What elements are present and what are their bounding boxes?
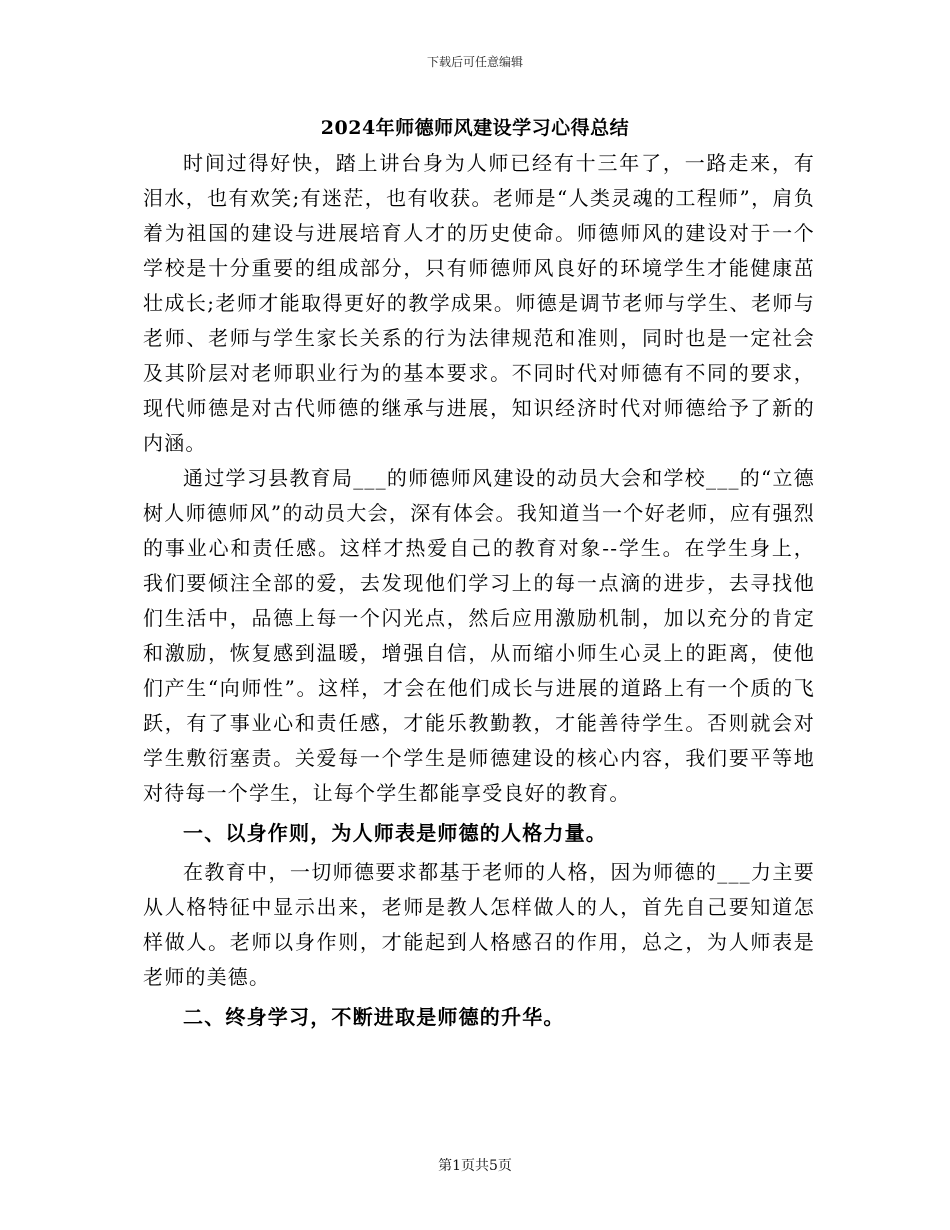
paragraph: 通过学习县教育局___的师德师风建设的动员大会和学校___的“立德树人师德师风”的动员大会，深有体会。我知道当一个好老师，应有强烈的事业心和责任感。这样才热爱自己的教育对象--学生。在学生身上，我们要倾注全部的爱，去发现他们学习上的每一点滴的进步，去寻找他们生活中，品德上每一个闪光点，然后应用激励机制，加以充分的肯定和激励，恢复感到温暖，增强自信，从而缩小师生心灵上的距离，使他们产生“向师性”。这样，才会在他们成长与进展的道路上有一个质的飞跃，有了事业心和责任感，才能乐教勤教，才能善待学生。否则就会对学生敷衍塞责。关爱每一个学生是师德建设的核心内容，我们要平等地对待每一个学生，让每个学生都能享受良好的教育。 <box>143 466 815 805</box>
header-note: 下载后可任意编辑 <box>426 55 523 69</box>
document-body <box>143 146 815 1039</box>
page-number: 第1页共5页 <box>438 1158 512 1174</box>
section-heading: 二、终身学习，不断进取是师德的升华。 <box>183 1005 565 1029</box>
paragraph: 在教育中，一切师德要求都基于老师的人格，因为师德的___力主要从人格特征中显示出来，老师是教人怎样做人的人，首先自己要知道怎样做人。老师以身作则，才能起到人格感召的作用，总之，为人师表是老师的美德。 <box>143 860 815 989</box>
section-heading: 一、以身作则，为人师表是师德的人格力量。 <box>183 821 607 845</box>
document-title: 2024年师德师风建设学习心得总结 <box>320 117 630 139</box>
paragraph: 时间过得好快，踏上讲台身为人师已经有十三年了，一路走来，有泪水，也有欢笑;有迷茫，也有收获。老师是“人类灵魂的工程师”，肩负着为祖国的建设与进展培育人才的历史使命。师德师风的建设对于一个学校是十分重要的组成部分，只有师德师风良好的环境学生才能健康茁壮成长;老师才能取得更好的教学成果。师德是调节老师与学生、老师与老师、老师与学生家长关系的行为法律规范和准则，同时也是一定社会及其阶层对老师职业行为的基本要求。不同时代对师德有不同的要求，现代师德是对古代师德的继承与进展，知识经济时代对师德给予了新的内涵。 <box>143 151 815 455</box>
